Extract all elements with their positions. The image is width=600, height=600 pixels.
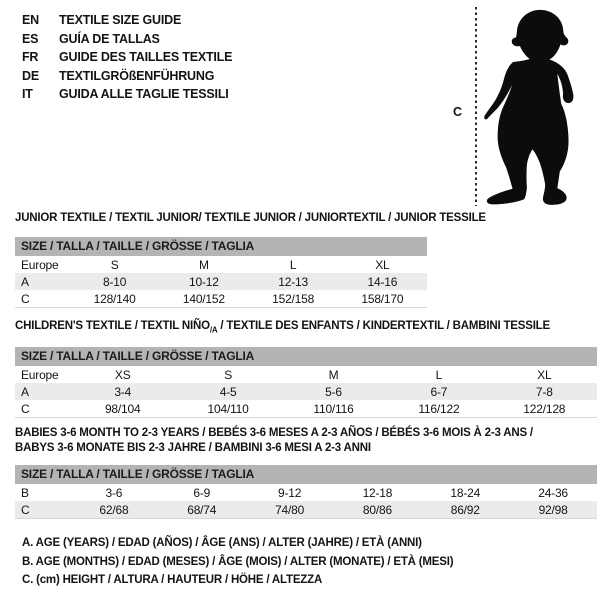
cell: 12-18 (362, 485, 393, 500)
cell: 3-4 (114, 384, 132, 399)
cell: 24-36 (538, 485, 568, 500)
table-row (15, 256, 427, 273)
cell: 10-12 (189, 274, 219, 289)
cell: M (198, 257, 209, 272)
language-code: FR (22, 50, 39, 65)
size-header-band: SIZE / TALLA / TAILLE / GRÖSSE / TAGLIA (15, 347, 597, 366)
cell: 6-7 (430, 384, 448, 399)
row-label: C (21, 291, 30, 306)
cell: 4-5 (219, 384, 237, 399)
cell: 158/170 (361, 291, 404, 306)
footnote-a: A. AGE (YEARS) / EDAD (AÑOS) / ÂGE (ANS) / ALTER (JAHRE) / ETÀ (ANNI) (22, 537, 422, 549)
cell: S (224, 367, 232, 382)
table-row (15, 290, 427, 307)
children-size-table (15, 347, 597, 418)
language-title: TEXTILGRÖßENFÜHRUNG (59, 68, 215, 83)
size-header-band: SIZE / TALLA / TAILLE / GRÖSSE / TAGLIA (15, 465, 597, 484)
cell: 128/140 (93, 291, 136, 306)
language-code: ES (22, 31, 39, 46)
row-label: C (21, 502, 30, 517)
cell: 8-10 (103, 274, 127, 289)
cell: 86/92 (450, 502, 480, 517)
cell: 68/74 (187, 502, 217, 517)
cell: 9-12 (277, 485, 302, 500)
babies-title (15, 426, 597, 456)
language-code: EN (22, 13, 39, 27)
language-row-fr (22, 48, 232, 67)
cell: 62/68 (99, 502, 129, 517)
row-label: Europe (21, 257, 59, 272)
table-row (15, 484, 597, 501)
cell: 92/98 (538, 502, 568, 517)
cell: 3-6 (105, 485, 123, 500)
row-label: A (21, 384, 29, 399)
row-label: C (21, 401, 30, 416)
cell: 12-13 (278, 274, 308, 289)
table-row (15, 501, 597, 518)
table-row (15, 366, 597, 383)
language-code: DE (22, 68, 39, 83)
cell: XL (375, 257, 390, 272)
footnotes (22, 534, 453, 590)
table-row (15, 400, 597, 417)
cell: 74/80 (275, 502, 305, 517)
height-measure-dotted-line (475, 7, 477, 206)
junior-title: JUNIOR TEXTILE / TEXTIL JUNIOR/ TEXTILE JUNIOR / JUNIORTEXTIL / JUNIOR TESSILE (15, 212, 486, 224)
children-title: CHILDREN'S TEXTILE / TEXTIL $NIÑO_{/A}$ / TEXTILE DES ENFANTS / KINDERTEXTIL / BAMBINI TESSILE (15, 320, 550, 335)
footnote-b: B. AGE (MONTHS) / EDAD (MESES) / ÂGE (MOIS) / ALTER (MONATE) / ETÀ (MESI) (22, 555, 454, 568)
cell: 5-6 (325, 384, 342, 399)
row-label: Europe (21, 367, 59, 382)
children-title-sub: /A (209, 325, 218, 335)
cell: 14-16 (367, 274, 398, 289)
junior-section (15, 212, 486, 308)
baby-silhouette-icon (480, 2, 600, 215)
cell: XL (537, 367, 552, 382)
footnote-c: C. (cm) HEIGHT / ALTURA / HAUTEUR / HÖHE / ALTEZZA (22, 574, 323, 587)
cell: M (328, 367, 339, 382)
cell: 7-8 (535, 384, 553, 399)
cell: 116/122 (418, 401, 460, 416)
height-measure-label-c: C (453, 105, 463, 119)
cell: S (110, 257, 119, 272)
size-header-band: SIZE / TALLA / TAILLE / GRÖSSE / TAGLIA (15, 237, 427, 256)
cell: L (289, 257, 297, 272)
cell: 6-9 (193, 485, 211, 500)
cell: 152/158 (272, 291, 315, 306)
cell: 140/152 (182, 291, 225, 306)
table-row (15, 383, 597, 400)
language-title: GUIDA ALLE TAGLIE TESSILI (59, 87, 229, 102)
cell: 98/104 (104, 401, 141, 416)
babies-section (15, 426, 597, 519)
children-section (15, 320, 597, 418)
language-title: TEXTILE SIZE GUIDE (59, 13, 182, 27)
language-code: IT (22, 87, 33, 102)
language-row-en (22, 11, 232, 30)
babies-size-table (15, 465, 597, 519)
cell: 110/116 (313, 401, 354, 416)
cell: L (435, 367, 443, 382)
row-label: A (21, 274, 29, 289)
language-row-it (22, 85, 232, 104)
height-figure (450, 2, 600, 215)
table-row (15, 273, 427, 290)
language-row-es (22, 30, 232, 49)
language-row-de (22, 67, 232, 86)
babies-title-line2: BABYS 3-6 MONATE BIS 2-3 JAHRE / BAMBINI 3-6 MESI A 2-3 ANNI (15, 442, 371, 454)
junior-size-table (15, 237, 427, 308)
cell: XS (114, 367, 131, 382)
cell: 80/86 (362, 502, 392, 517)
cell: 104/110 (207, 401, 249, 416)
language-title: GUÍA DE TALLAS (59, 31, 160, 46)
language-title-list (22, 11, 232, 104)
cell: 18-24 (450, 485, 481, 500)
cell: 122/128 (523, 401, 566, 416)
language-title: GUIDE DES TAILLES TEXTILE (59, 50, 233, 65)
row-label: B (21, 485, 29, 500)
babies-title-line1: BABIES 3-6 MONTH TO 2-3 YEARS / BEBÉS 3-6 MESES A 2-3 AÑOS / BÉBÉS 3-6 MOIS À 2-3 ANS / (15, 427, 533, 439)
